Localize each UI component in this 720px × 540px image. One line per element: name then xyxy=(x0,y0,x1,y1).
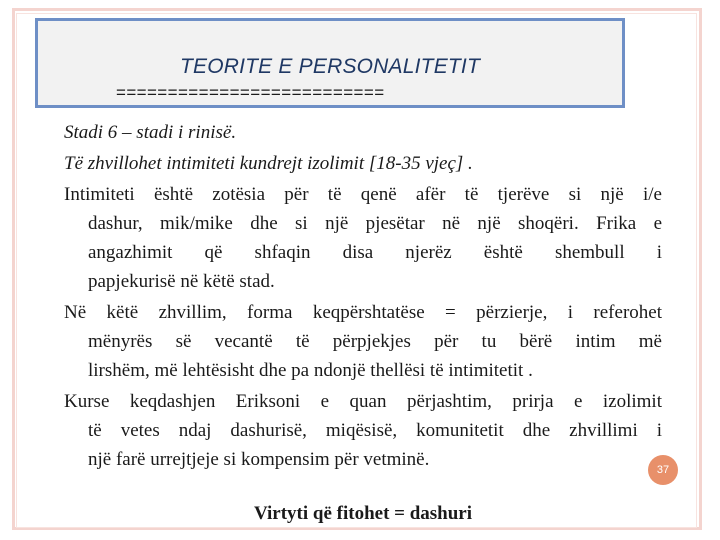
paragraph-line: mënyrës së vecantë të përpjekjes për tu bërë intim më xyxy=(88,331,662,352)
paragraph-line: Kurse keqdashjen Eriksoni e quan përjashtim, prirja e izolimit xyxy=(64,391,662,412)
slide-content xyxy=(64,118,662,524)
paragraph-line: Në këtë zhvillim, forma keqpërshtatëse = përzierje, i referohet xyxy=(64,302,662,323)
slide-title: TEORITE E PERSONALITETIT xyxy=(179,55,480,78)
stage-subheading: Të zhvillohet intimiteti kundrejt izolimit [18-35 vjeç] . xyxy=(64,153,473,174)
paragraph-maladaptive xyxy=(64,298,662,385)
virtue-line: Virtyti që fitohet = dashuri xyxy=(253,503,473,524)
paragraph-line: Intimiteti është zotësia për të qenë afër të tjerëve si një i/e xyxy=(64,184,662,205)
paragraph-line: lirshëm, më lehtësisht dhe pa ndonjë thellësi të intimitetit . xyxy=(88,360,533,381)
paragraph-line: të vetes ndaj dashurisë, miqësisë, komunitetit dhe zhvillimi i xyxy=(88,420,662,441)
paragraph-line: angazhimit që shfaqin disa njerëz është shembull i xyxy=(88,242,662,263)
stage-heading: Stadi 6 – stadi i rinisë. xyxy=(64,122,237,143)
paragraph-line: papjekurisë në këtë stad. xyxy=(88,271,275,292)
paragraph-intimacy xyxy=(64,180,662,296)
paragraph-line: dashur, mik/mike dhe si një pjesëtar në një shoqëri. Frika e xyxy=(88,213,662,234)
paragraph-line: një farë urrejtjeje si kompensim për vetminë. xyxy=(88,449,430,470)
paragraph-malignancy xyxy=(64,387,662,474)
title-box xyxy=(35,18,625,108)
page-number-badge: 37 xyxy=(648,455,678,485)
title-rule: ========================== xyxy=(116,83,385,102)
